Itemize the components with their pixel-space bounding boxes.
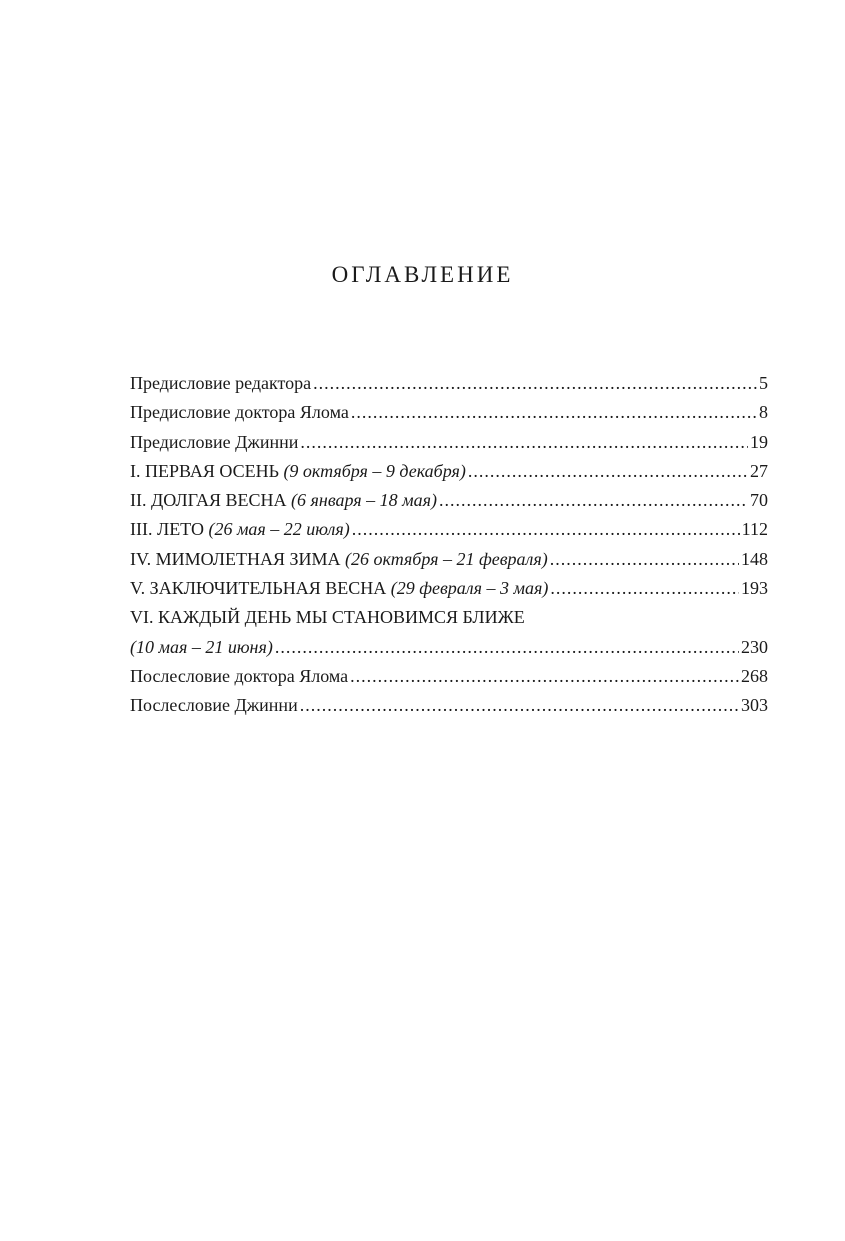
toc-chapter-name: VI. КАЖДЫЙ ДЕНЬ МЫ СТАНОВИМСЯ БЛИЖЕ — [130, 607, 525, 628]
toc-page-number: 27 — [750, 460, 768, 481]
toc-page-number: 8 — [759, 402, 768, 423]
toc-entry-ginny-preface[interactable] — [130, 428, 768, 457]
toc-entry-chapter-1[interactable] — [130, 457, 768, 486]
toc-page-number: 148 — [741, 548, 768, 569]
toc-page-number: 303 — [741, 695, 768, 716]
toc-entry-title: Предисловие Джинни — [130, 431, 299, 452]
toc-entry-title: Послесловие доктора Ялома — [130, 665, 349, 686]
toc-chapter-name: II. ДОЛГАЯ ВЕСНА — [130, 490, 287, 511]
toc-entry-chapter-5[interactable] — [130, 574, 768, 603]
toc-entry-yalom-preface[interactable] — [130, 398, 768, 427]
toc-entry-ginny-afterword[interactable] — [130, 691, 768, 720]
toc-page-number: 112 — [741, 519, 768, 540]
toc-chapter-dates: (26 октября – 21 февраля) — [345, 548, 548, 569]
toc-chapter-name: V. ЗАКЛЮЧИТЕЛЬНАЯ ВЕСНА — [130, 578, 387, 599]
toc-entry-title: Предисловие доктора Ялома — [130, 402, 349, 423]
toc-dot-leader — [313, 369, 757, 398]
toc-page-number: 230 — [741, 636, 768, 657]
toc-dot-leader — [275, 633, 739, 662]
toc-dot-leader — [350, 662, 739, 691]
toc-entry-title: Предисловие редактора — [130, 373, 312, 393]
toc-chapter-dates: (9 октября – 9 декабря) — [283, 460, 466, 481]
toc-dot-leader — [468, 457, 748, 486]
toc-entry-title — [130, 486, 437, 515]
toc-entry-title — [130, 515, 350, 544]
toc-dot-leader — [439, 486, 748, 515]
page-title: ОГЛАВЛЕНИЕ — [331, 262, 514, 287]
toc-dot-leader — [550, 545, 739, 574]
toc-entry-chapter-6-title-line[interactable] — [130, 603, 768, 632]
toc-chapter-dates: (29 февраля – 3 мая) — [390, 578, 549, 599]
toc-page-number: 5 — [759, 373, 768, 393]
toc-entry-editor-preface[interactable] — [130, 369, 768, 398]
toc-entry-chapter-4[interactable] — [130, 545, 768, 574]
table-of-contents — [130, 369, 768, 721]
toc-chapter-dates: (26 мая – 22 июля) — [208, 519, 350, 540]
toc-entry-chapter-3[interactable] — [130, 515, 768, 544]
toc-dot-leader — [352, 515, 740, 544]
toc-page-number: 193 — [741, 578, 768, 599]
toc-page-number: 70 — [750, 490, 768, 511]
toc-page-number: 268 — [741, 665, 768, 686]
toc-chapter-name: IV. МИМОЛЕТНАЯ ЗИМА — [130, 548, 341, 569]
toc-entry-chapter-2[interactable] — [130, 486, 768, 515]
toc-dot-leader — [300, 691, 739, 720]
toc-chapter-name: III. ЛЕТО — [130, 519, 204, 540]
toc-entry-title — [130, 545, 548, 574]
toc-page-number: 19 — [750, 431, 768, 452]
toc-entry-title — [130, 574, 548, 603]
toc-dot-leader — [550, 574, 739, 603]
toc-chapter-dates: (6 января – 18 мая) — [291, 490, 438, 511]
toc-dot-leader — [300, 428, 748, 457]
toc-entry-chapter-6-dates-line[interactable] — [130, 633, 768, 662]
toc-chapter-name: I. ПЕРВАЯ ОСЕНЬ — [130, 460, 279, 481]
toc-entry-title — [130, 457, 466, 486]
toc-entry-yalom-afterword[interactable] — [130, 662, 768, 691]
toc-dot-leader — [351, 398, 757, 427]
toc-entry-title: Послесловие Джинни — [130, 695, 298, 716]
toc-chapter-dates: (10 мая – 21 июня) — [130, 636, 273, 657]
